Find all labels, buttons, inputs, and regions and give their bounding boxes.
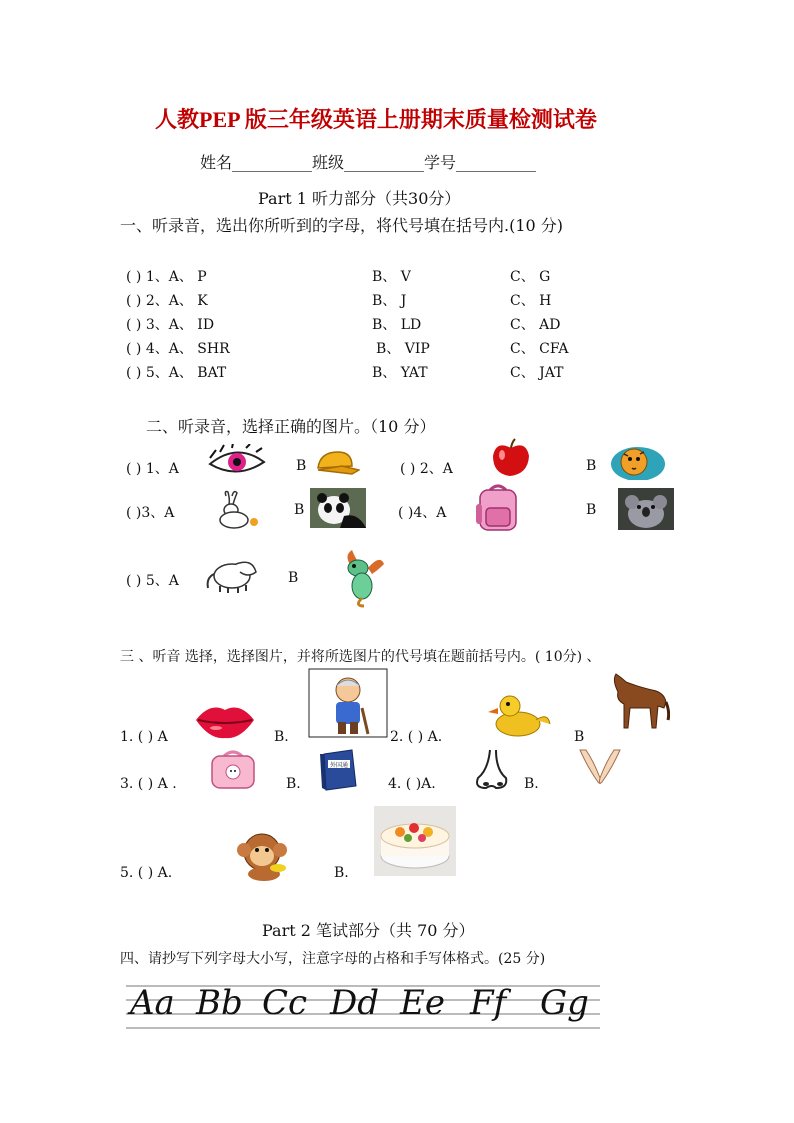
- horse-image: [608, 672, 670, 730]
- number-label: 学号: [424, 153, 457, 172]
- letters-d: Dd: [330, 983, 380, 1023]
- s2-q2: ( ) 2、A: [400, 461, 453, 477]
- s3-q1: 1. ( ) A: [120, 729, 168, 745]
- s1-q2-c: C、 H: [510, 293, 552, 309]
- student-info-line: [200, 150, 536, 173]
- s2-q3: ( )3、A: [126, 505, 175, 521]
- s3-q4-b: B.: [524, 776, 539, 792]
- s2-q4: ( )4、A: [398, 505, 447, 521]
- monkey-image: [236, 830, 298, 882]
- class-blank: __________: [344, 153, 425, 172]
- elephant-image: [202, 556, 260, 594]
- name-label: 姓名: [200, 153, 233, 172]
- s3-q3-b: B.: [286, 776, 301, 792]
- tiger-image: [610, 442, 666, 480]
- s1-q3-c: C、 AD: [510, 317, 561, 333]
- letters-f: Ff: [470, 983, 507, 1023]
- class-label: 班级: [312, 153, 345, 172]
- name-blank: __________: [232, 153, 313, 172]
- s3-q2: 2. ( ) A.: [390, 729, 443, 745]
- bag-image: [206, 748, 260, 790]
- s1-q5-b: B、 YAT: [372, 365, 428, 381]
- s2-q4-b: B: [586, 502, 597, 518]
- s3-q2-b: B: [574, 729, 585, 745]
- rabbit-image: [204, 490, 262, 530]
- number-blank: __________: [456, 153, 537, 172]
- s1-q5-c: C、 JAT: [510, 365, 564, 381]
- section2-heading: 二、听录音，选择正确的图片。（10 分）: [146, 417, 436, 436]
- s1-q4: ( ) 4、A、 SHR: [126, 341, 230, 357]
- letters-a: Aa: [130, 983, 175, 1023]
- koala-image: [618, 488, 674, 530]
- s3-q4: 4. ( )A.: [388, 776, 436, 792]
- s3-q5: 5. ( ) A.: [120, 865, 173, 881]
- page-title: 人教PEP 版三年级英语上册期末质量检测试卷: [155, 107, 597, 132]
- s3-q1-b: B.: [274, 729, 289, 745]
- s1-q4-c: C、 CFA: [510, 341, 569, 357]
- s3-q3: 3. ( ) A .: [120, 776, 177, 792]
- panda-image: [310, 488, 366, 528]
- s1-q1-c: C、 G: [510, 269, 551, 285]
- s3-q5-b: B.: [334, 865, 349, 881]
- s1-q5: ( ) 5、A、 BAT: [126, 365, 227, 381]
- book-cover-text: 外国通: [330, 762, 349, 769]
- grandpa-image: [308, 668, 388, 738]
- cake-image: [374, 806, 456, 876]
- s2-q2-b: B: [586, 458, 597, 474]
- part2-heading: Part 2 笔试部分（共 70 分）: [262, 921, 475, 940]
- s2-q1: ( ) 1、A: [126, 461, 179, 477]
- s1-q2-b: B、 J: [372, 293, 407, 309]
- lips-image: [194, 700, 256, 740]
- s1-q4-b: B、 VIP: [376, 341, 430, 357]
- letters-e: Ee: [400, 983, 445, 1023]
- letters-c: Cc: [262, 983, 308, 1023]
- s2-q3-b: B: [294, 502, 305, 518]
- section4-heading: 四、请抄写下列字母大小写，注意字母的占格和手写体格式。(25 分): [120, 951, 546, 967]
- handwriting-lines: [120, 978, 606, 1036]
- eye-image: [206, 444, 268, 480]
- s2-q5: ( ) 5、A: [126, 573, 179, 589]
- cap-image: [312, 448, 360, 478]
- letters-b: Bb: [196, 983, 243, 1023]
- dragon-image: [334, 546, 386, 608]
- s1-q1-b: B、 V: [372, 269, 411, 285]
- nose-image: [466, 748, 522, 792]
- part1-heading: Part 1 听力部分（共30分）: [258, 189, 461, 208]
- s2-q5-b: B: [288, 570, 299, 586]
- letters-g: Gg: [540, 983, 589, 1023]
- section1-heading: 一、听录音，选出你所听到的字母，将代号填在括号内.(10 分): [120, 216, 564, 235]
- hands-image: [576, 748, 624, 788]
- section3-heading: 三 、听音 选择，选择图片，并将所选图片的代号填在题前括号内。( 10分) 、: [120, 649, 601, 665]
- s1-q2: ( ) 2、A、 K: [126, 293, 208, 309]
- s2-q1-b: B: [296, 458, 307, 474]
- s1-q3-b: B、 LD: [372, 317, 422, 333]
- book-image: [318, 748, 358, 792]
- s1-q1: ( ) 1、A、 P: [126, 269, 207, 285]
- apple-image: [490, 438, 532, 478]
- duck-image: [486, 692, 552, 740]
- s1-q3: ( ) 3、A、 ID: [126, 317, 215, 333]
- backpack-image: [472, 484, 524, 534]
